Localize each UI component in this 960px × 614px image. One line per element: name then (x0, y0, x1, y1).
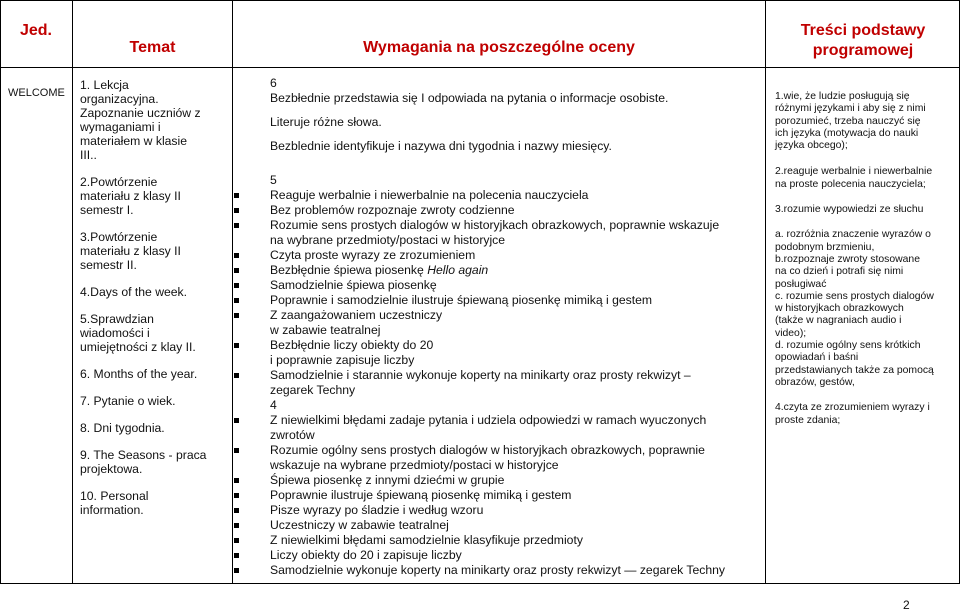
column-divider-4 (765, 0, 766, 584)
curriculum-line: b.rozpoznaje zwroty stosowane (775, 253, 920, 265)
grade-4-label: 4 (270, 398, 277, 412)
grade-4-item: Samodzielnie wykonuje koperty na minikarty oraz prosty rekwizyt — zegarek Techny (270, 563, 760, 578)
lesson-line: 1. Lekcja (80, 78, 129, 92)
grade-6-item: Literuje różne słowa. (270, 115, 382, 129)
curriculum-line: video); (775, 327, 807, 339)
lesson-line: semestr I. (80, 203, 134, 217)
grade-5-item-cont: zegarek Techny (270, 383, 356, 397)
curriculum-line: obrazów, gestów, (775, 376, 855, 388)
bullet-icon (234, 268, 239, 273)
curriculum-line: (także w nagraniach audio i (775, 315, 902, 327)
lesson-line: 4.Days of the week. (80, 285, 188, 299)
curriculum-line: 3.rozumie wypowiedzi ze słuchu (775, 204, 924, 216)
lesson-line: materiałem w klasie (80, 134, 188, 148)
lesson-line: wiadomości i (80, 326, 150, 340)
bullet-icon (234, 568, 239, 573)
curriculum-line: 1.wie, że ludzie posługują się (775, 91, 910, 102)
table-bottom-border (0, 583, 960, 584)
curriculum-line: posługiwać (775, 278, 827, 290)
curriculum-line: d. rozumie ogólny sens krótkich (775, 340, 921, 352)
curriculum-line: w historyjkach obrazkowych (775, 303, 904, 315)
grade-4-item: Uczestniczy w zabawie teatralnej (270, 518, 760, 533)
lesson-line: 3.Powtórzenie (80, 230, 158, 244)
curriculum-line: ich języka (motywacja do nauki (775, 127, 919, 139)
grade-5-label: 5 (270, 173, 277, 187)
header-curriculum-line2: programowej (812, 42, 914, 59)
grade-4-item: Śpiewa piosenkę z innymi dziećmi w grupie (270, 473, 760, 488)
bullet-icon (234, 538, 239, 543)
grade-4-item-cont: zwrotów (270, 428, 315, 442)
curriculum-line: c. rozumie sens prostych dialogów (775, 290, 934, 302)
lesson-line: materiału z klasy II (80, 244, 181, 258)
lesson-line: 10. Personal (80, 489, 149, 503)
curriculum-line: na co dzień i potrafi się nimi (775, 266, 904, 278)
lesson-line: 6. Months of the year. (80, 367, 198, 381)
lesson-line: 7. Pytanie o wiek. (80, 394, 176, 408)
grade-6-item: Bezblednie identyfikuje i nazywa dni tygodnia i nazwy miesięcy. (270, 139, 612, 153)
grade-5-item: Samodzielnie i starannie wykonuje koperty na minikarty oraz prosty rekwizyt – (270, 368, 760, 383)
curriculum-line: opowiadań i baśni (775, 352, 859, 364)
grade-4-item: Rozumie ogólny sens prostych dialogów w historyjkach obrazkowych, poprawnie (270, 443, 760, 458)
header-curriculum-line1: Treści podstawy (800, 22, 926, 39)
bullet-icon (234, 493, 239, 498)
curriculum-block (775, 91, 955, 427)
lesson-line: organizacyjna. (80, 92, 159, 106)
header-curriculum (768, 21, 958, 61)
grade-4-item: Pisze wyrazy po śladzie i według wzoru (270, 503, 760, 518)
grade-5-item: Bezbłędnie liczy obiekty do 20 (270, 338, 760, 353)
grade-5-item: Reaguje werbalnie i niewerbalnie na polecenia nauczyciela (270, 188, 760, 203)
curriculum-line: 4.czyta ze zrozumieniem wyrazy i (775, 402, 930, 414)
lesson-line: 5.Sprawdzian (80, 312, 154, 326)
grade-5-item-cont: na wybrane przedmioty/postaci w historyjce (270, 233, 506, 247)
bullet-icon (234, 313, 239, 318)
header-unit: Jed. (19, 22, 52, 39)
curriculum-line: 2.reaguje werbalnie i niewerbalnie (775, 166, 933, 178)
lesson-line: projektowa. (80, 462, 143, 476)
grade-6-label: 6 (270, 76, 277, 90)
grade-4-item: Poprawnie ilustruje śpiewaną piosenkę mimiką i gestem (270, 488, 760, 503)
bullet-icon (234, 343, 239, 348)
grade-4-item: Z niewielkimi błędami zadaje pytania i udziela odpowiedzi w ramach wyuczonych (270, 413, 760, 428)
curriculum-line: na proste polecenia nauczyciela; (775, 178, 926, 190)
lesson-line: Zapoznanie uczniów z (80, 106, 201, 120)
bullet-icon (234, 478, 239, 483)
grade-5-item: Bezbłędnie śpiewa piosenkę Hello again (270, 263, 760, 278)
grade-5-item: Poprawnie i samodzielnie ilustruje śpiewaną piosenkę mimiką i gestem (270, 293, 760, 308)
bullet-icon (234, 523, 239, 528)
bullet-icon (234, 418, 239, 423)
lesson-line: materiału z klasy II (80, 189, 181, 203)
lesson-line: 9. The Seasons - praca (80, 448, 207, 462)
song-title: Hello again (427, 263, 489, 277)
bullet-icon (234, 553, 239, 558)
lesson-list (80, 78, 230, 517)
requirements-block (270, 76, 760, 578)
table-top-border (0, 0, 960, 1)
grade-5-item: Czyta proste wyrazy ze zrozumieniem (270, 248, 760, 263)
curriculum-line: porozumieć, trzeba nauczyć się (775, 115, 921, 127)
page-number: 2 (903, 598, 910, 612)
bullet-icon (234, 223, 239, 228)
lesson-line: 8. Dni tygodnia. (80, 421, 165, 435)
bullet-icon (234, 283, 239, 288)
curriculum-line: różnymi językami i aby się z nimi (775, 103, 926, 115)
grade-4-item: Liczy obiekty do 20 i zapisuje liczby (270, 548, 760, 563)
grade-5-item-cont: i poprawnie zapisuje liczby (270, 353, 415, 367)
curriculum-line: przedstawianych także za pomocą (775, 364, 934, 376)
grade-5-item: Samodzielnie śpiewa piosenkę (270, 278, 760, 293)
bullet-icon (234, 508, 239, 513)
header-topic: Temat (129, 39, 176, 56)
curriculum-line: podobnym brzmieniu, (775, 241, 875, 253)
lesson-line: umiejętności z klay II. (80, 340, 196, 354)
grade-5-item: Bez problemów rozpoznaje zwroty codzienne (270, 203, 760, 218)
grade-4-item-cont: wskazuje na wybrane przedmioty/postaci w historyjce (270, 458, 559, 472)
column-divider-2 (72, 0, 73, 584)
grade-5-item: Z zaangażowaniem uczestniczy (270, 308, 760, 323)
curriculum-line: proste zdania; (775, 414, 841, 426)
bullet-icon (234, 448, 239, 453)
grade-4-item: Z niewielkimi błędami samodzielnie klasyfikuje przedmioty (270, 533, 760, 548)
grade-5-item-cont: w zabawie teatralnej (270, 323, 381, 337)
lesson-line: semestr II. (80, 258, 137, 272)
column-divider-3 (232, 0, 233, 584)
header-bottom-border (0, 67, 960, 68)
lesson-line: wymaganiami i (80, 120, 161, 134)
bullet-icon (234, 193, 239, 198)
bullet-icon (234, 373, 239, 378)
lesson-line: III.. (80, 148, 97, 162)
bullet-icon (234, 208, 239, 213)
lesson-line: information. (80, 503, 144, 517)
curriculum-line: języka obcego); (775, 140, 848, 152)
grade-6-item: Bezbłednie przedstawia się I odpowiada na pytania o informacje osobiste. (270, 91, 669, 105)
header-requirements: Wymagania na poszczególne oceny (363, 39, 635, 56)
unit-label: WELCOME (8, 87, 65, 99)
lesson-line: 2.Powtórzenie (80, 175, 158, 189)
column-divider-1 (0, 0, 1, 584)
grade-5-item: Rozumie sens prostych dialogów w historyjkach obrazkowych, poprawnie wskazuje (270, 218, 760, 233)
curriculum-line: a. rozróżnia znaczenie wyrazów o (775, 229, 931, 241)
bullet-icon (234, 253, 239, 258)
bullet-icon (234, 298, 239, 303)
